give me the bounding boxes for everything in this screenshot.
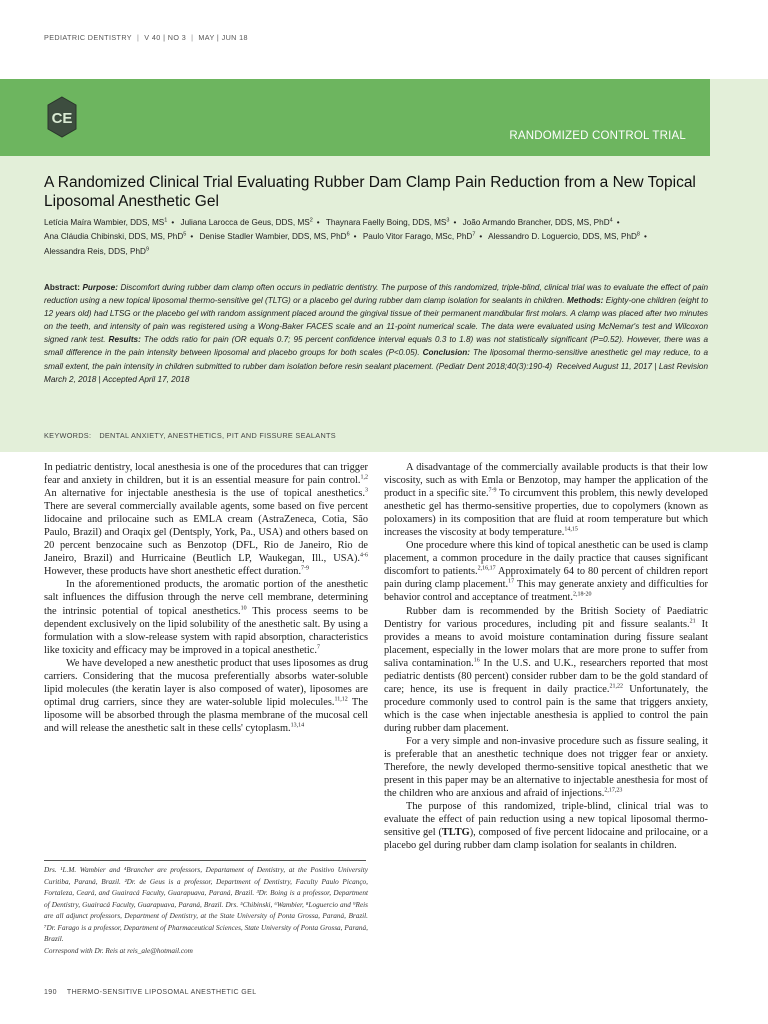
paragraph: A disadvantage of the commercially available products is that their low viscosity, such as with Emla or Benzotop, may hamper the application of the product in a specific site.$^{7-9}$ To circumvent this problem, this newly developed anesthetic gel has thermo-sensitive properties, due to copolymers (known as poloxamers) in its composition that are fluid at room temperature but which increases the viscosity at body temperature.$^{14,15}$ — [384, 462, 708, 539]
author: Letícia Maíra Wambier, DDS, MS — [44, 218, 165, 227]
page-footer — [44, 989, 257, 996]
author-affiliations-footnote: Drs. ¹L.M. Wambier and ⁴Brancher are professors, Departament of Dentistry, at the Positivo University Curitiba, Paraná, Brazil. ²Dr. de Geus is a professor, Department of Dentistry, Faculty Paulo Picanço, Fortaleza, Ceará, and Guairacá Faculty, Guarapuava, Paraná, Brazil. ³Dr. Boing is a professor, Department of Dentistry, Guairacá Faculty, Guarapuava, Paraná, Brazil. Drs. ⁵Chibinski, ⁶Wambier, ⁸Loguercio and ⁹Reis are all adjunct professors, Department of Dentistry, at the State University of Ponta Grossa, Paraná, Brazil. ⁷Dr. Farago is a professor, Department of Pharmaceutical Sciences, State University of Ponta Grossa, Paraná, Brazil. Correspond with Dr. Reis at reis_ale@hotmail.com — [44, 866, 368, 955]
accepted-date: Accepted April 17, 2018 — [102, 374, 190, 384]
paragraph: One procedure where this kind of topical anesthetic can be used is clamp placement, a common procedure in the daily practice that causes significant discomfort to patients.$^{2,16,17}$ Approximately 64 to 80 percent of children report pain during clamp placement.$^{17}$ This may generate anxiety and difficulties for behavior control and acceptance of treatment.$^{2,18-20}$ — [384, 540, 708, 604]
abstract-purpose: Discomfort during rubber dam clamp often occurs in pediatric dentistry. The purpose of this randomized, triple-blind, clinical trial was to evaluate the effect of pain reduction using a new topical liposomal thermo-sensitive gel (TLTG) or a placebo gel during rubber dam clamp isolation for sealants in children. — [44, 283, 708, 306]
author: Thaynara Faelly Boing, DDS, MS — [325, 218, 447, 227]
footnote-divider — [44, 860, 366, 861]
purpose-label: Purpose: — [82, 283, 118, 292]
abstract-conclusion: The liposomal thermo-sensitive anesthetic gel may reduce, to a small extent, the pain intensity in children submitted to rubber dam isolation before resin sealant placement. (Pediatr Dent 2018;40(3):190-4) — [44, 348, 708, 371]
body-column-right — [384, 461, 708, 852]
issue-date: MAY | JUN 18 — [198, 33, 248, 42]
author: Paulo Vitor Farago, MSc, PhD — [362, 232, 473, 242]
author-list: Letícia Maíra Wambier, DDS, $MS^1$ • Juliana Larocca de Geus, DDS, $MS^2$ • Thaynara Faelly Boing, DDS, $MS^3$ • João Armando Brancher, DDS, MS, PhD$^4$ • Ana Cláudia Chibinski, DDS, MS, PhD$^5$ • Denise Stadler Wambier, DDS, MS, PhD$^6$ • Paulo Vitor Farago, MSc, PhD$^7$ • Alessandro D. Loguercio, DDS, MS, PhD$^8$ • Alessandra Reis, DDS, PhD$^9$ — [44, 217, 647, 256]
author: Juliana Larocca de Geus, DDS, MS — [180, 218, 310, 227]
article-title: A Randomized Clinical Trial Evaluating Rubber Dam Clamp Pain Reduction from a New Topical Liposomal Anesthetic Gel — [44, 174, 696, 210]
results-label: Results: — [108, 335, 141, 345]
correspondence: Correspond with Dr. Reis at reis_ale@hotmail.com — [44, 946, 193, 955]
abstract-methods: Eighty-one children (eight to 12 years old) had LTSG or the placebo gel with random assignment placed around the gingival tissue of their permanent mandibular first molars. A clamp was placed after two minutes on the teeth, and intensity of pain was registered using a Wong-Baker FACES scale and an 11-point numerical scale. The data were evaluated using McNemar's test and Wilcoxon signed rank test. — [44, 296, 708, 345]
running-header: PEDIATRIC DENTISTRY | V 40 | NO 3 | MAY | JUN 18 — [44, 33, 248, 42]
paragraph: For a very simple and non-invasive procedure such as fissure sealing, it is preferable that an anesthetic technique does not trigger fear or anxiety. Therefore, the newly developed thermo-sensitive topical anesthetic that we present in this paper may be an alternative to injectable anesthesia for most of the children who are anxious and afraid of injections.$^{2,17,23}$ — [384, 735, 708, 800]
abstract-label: Abstract: — [44, 283, 80, 292]
author: Alessandro D. Loguercio, DDS, MS, PhD — [488, 232, 637, 242]
logo-text: CE — [51, 110, 73, 127]
ce-logo-icon — [47, 96, 77, 138]
author: João Armando Brancher, DDS, MS, PhD — [462, 218, 610, 227]
keywords-text: DENTAL ANXIETY, ANESTHETICS, PIT AND FISSURE SEALANTS — [99, 431, 336, 440]
keywords — [44, 431, 336, 440]
section-label: RANDOMIZED CONTROL TRIAL — [509, 130, 686, 142]
paragraph: In the aforementioned products, the aromatic portion of the anesthetic salt influences the diffusion through the nerve cell membrane, determining the intrinsic potential of topical anesthetics.$^{10}$ This process seems to be dependent exclusively on the lipid solubility of the anesthetic salt. By using a formulation with a slow-release system with rapid absorption, characteristics like toxicity and efficacy may be improved in a topical anesthetic.$^7$ — [44, 579, 368, 656]
paragraph: In pediatric dentistry, local anesthesia is one of the procedures that can trigger fear and anxiety in children, but it is an essential measure for pain control.$^{1,2}$ An alternative for injectable anesthesia is the use of topical anesthetics.$^3$ There are several commercially available agents, some based on five percent lidocaine and prilocaine such as EMLA cream (AstraZeneca, Cotia, São Paulo, Brazil) and Oraqix gel (Dentsply, York, Pa., USA) and others based on 20 percent benzocaine such as Benzotop (DFL, Rio de Janeiro, Rio de Janeiro, Brazil) and Hurricaine (Beutlich LP, Waukegan, Ill., USA).$^{4-6}$ However, these products have short anesthetic effect duration.$^{7-9}$ — [44, 462, 368, 578]
paragraph: Rubber dam is recommended by the British Society of Paediatric Dentistry for various procedures, including pit and fissure sealants.$^{21}$ It provides a means to avoid moisture contamination during fissure sealant placement, especially in the lower molars that are more prone to suffer from saliva contamination.$^{16}$ In the U.S. and U.K., researchers reported that most pediatric dentists (80 percent) consider rubber dam to be the gold standard of care; hence, its use is frequent in daily practice.$^{21,22}$ Unfortunately, the procedure commonly used to control pain is the same that triggers anxiety, which is the case when injectable anesthesia is applied to control the pain during rubber dam placement. — [384, 605, 708, 734]
author: Denise Stadler Wambier, DDS, MS, PhD — [199, 232, 347, 242]
running-title: THERMO-SENSITIVE LIPOSOMAL ANESTHETIC GEL — [66, 989, 257, 996]
paragraph: We have developed a new anesthetic product that uses liposomes as drug carriers. Considering that the mucosa preferentially absorbs water-soluble lipid molecules (the keratin layer is also composed of water), liposomes are optimal drug carriers, since they are water-soluble lipid molecules.$^{11,12}$ The liposome will be absorbed through the plasma membrane of the mucosal cell and will release the anesthetic salt in these cells' cytoplasm.$^{13,14}$ — [44, 657, 368, 734]
revision-date: Last Revision March 2, 2018 — [44, 361, 709, 384]
body-column-left — [44, 461, 368, 735]
conclusion-label: Conclusion: — [422, 348, 470, 358]
received-date: Received August 11, 2017 — [556, 361, 653, 371]
volume-issue: V 40 | NO 3 — [144, 33, 187, 42]
abstract-results: The odds ratio for pain (OR equals 0.7; 95 percent confidence interval equals 0.3 to 1.8) was not statistically significant (P=0.52). However, there was a small difference in the pain intensity between liposomal and placebo groups for both scales (P<0.05). — [44, 335, 708, 358]
paragraph: The purpose of this randomized, triple-blind, clinical trial was to evaluate the effect of pain reduction using a new topical liposomal thermo-sensitive gel (TLTG), composed of five percent lidocaine and prilocaine, or a placebo gel during rubber dam clamp isolation for sealants in children. — [384, 801, 709, 852]
abstract: Abstract: Purpose: Discomfort during rubber dam clamp often occurs in pediatric dentistry. The purpose of this randomized, triple-blind, clinical trial was to evaluate the effect of pain reduction using a new topical liposomal thermo-sensitive gel (TLTG) or a placebo gel during rubber dam clamp isolation for sealants in children. Methods: Eighty-one children (eight to 12 years old) had LTSG or the placebo gel with random assignment placed around the gingival tissue of their permanent mandibular first molars. A clamp was placed after two minutes on the teeth, and intensity of pain was registered using a Wong-Baker FACES scale and an 11-point numerical scale. The data were evaluated using McNemar's test and Wilcoxon signed rank test. Results: The odds ratio for pain (OR equals 0.7; 95 percent confidence interval equals 0.3 to 1.8) was not statistically significant (P=0.52). However, there was a small difference in the pain intensity between liposomal and placebo groups for both scales (P<0.05). Conclusion: The liposomal thermo-sensitive anesthetic gel may reduce, to a small extent, the pain intensity in children submitted to rubber dam isolation before resin sealant placement. (Pediatr Dent 2018;40(3):190-4) Received August 11, 2017 | Last Revision March 2, 2018 | Accepted April 17, 2018 — [44, 283, 709, 384]
page-number: 190 — [44, 989, 57, 996]
header-band — [0, 79, 710, 156]
keywords-label: KEYWORDS: — [44, 431, 92, 440]
author: Alessandra Reis, DDS, PhD — [44, 246, 146, 256]
author: Ana Cláudia Chibinski, DDS, MS, PhD — [44, 232, 184, 242]
journal-name: PEDIATRIC DENTISTRY — [44, 33, 133, 42]
methods-label: Methods: — [567, 296, 604, 306]
